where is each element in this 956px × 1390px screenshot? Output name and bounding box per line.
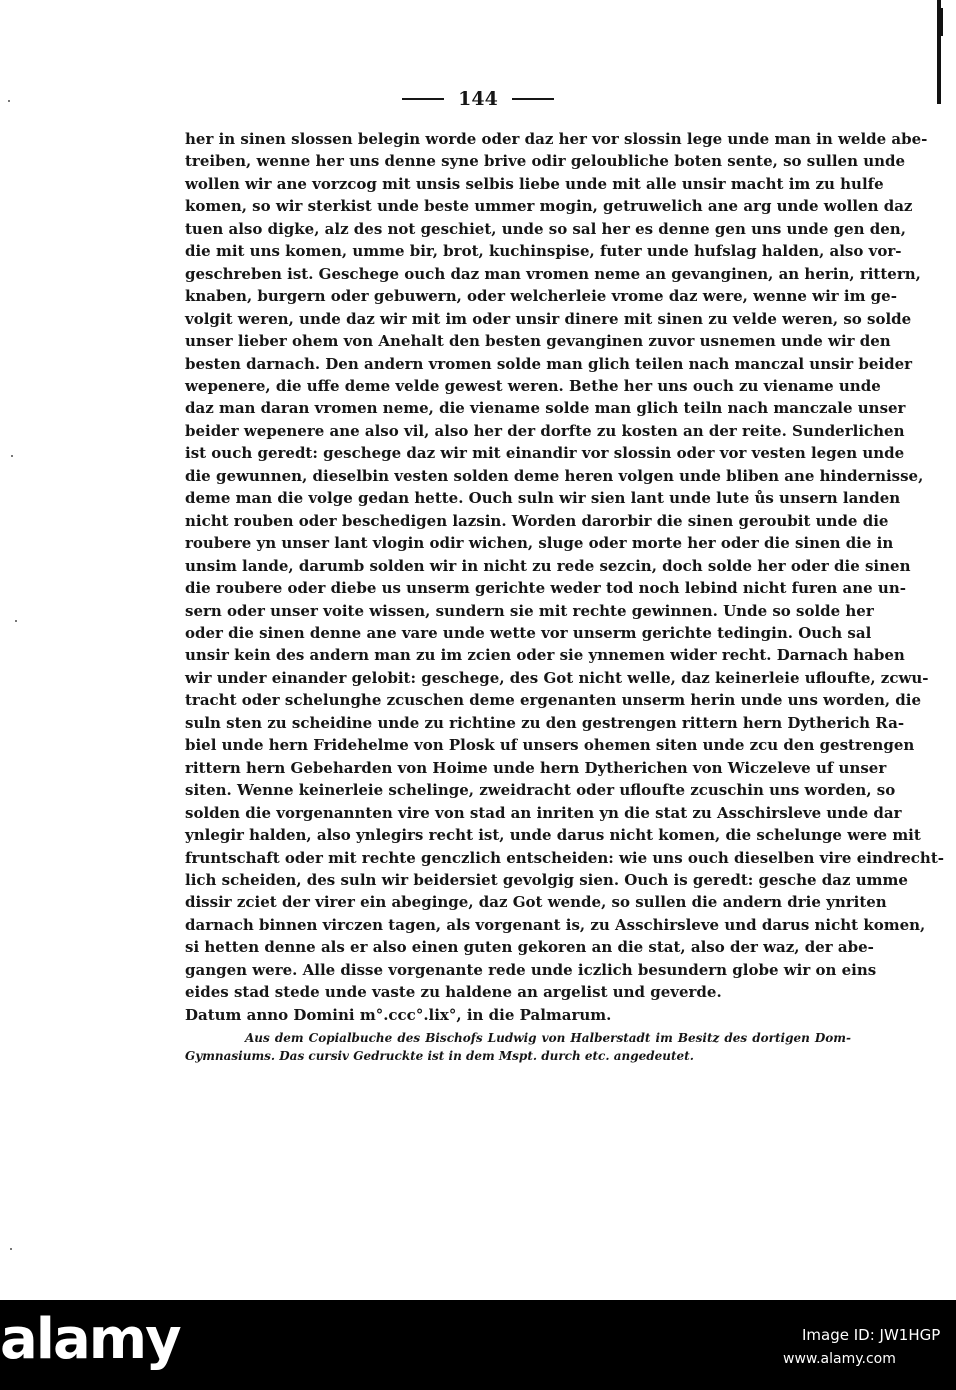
text-line: suln sten zu scheidine unde zu richtine zu den gestrengen rittern hern Dytherich Ra-	[185, 713, 905, 732]
text-line: rittern hern Gebeharden von Hoime unde hern Dytherichen von Wiczeleve uf unser	[185, 758, 887, 777]
text-line: dissir zciet der virer ein abeginge, daz Got wende, so sullen die andern drie ynriten	[185, 893, 887, 912]
scan-speck	[11, 455, 13, 457]
text-line: unser lieber ohem von Anehalt den besten gevanginen zuvor usnemen unde wir den	[185, 332, 891, 351]
source-footnote	[185, 1029, 851, 1065]
text-line: volgit weren, unde daz wir mit im oder unsir dinere mit sinen zu velde weren, so solde	[185, 309, 912, 328]
text-line: gangen were. Alle disse vorgenante rede unde iczlich besundern globe wir on eins	[185, 960, 877, 979]
text-line: knaben, burgern oder gebuwern, oder welcherleie vrome daz were, wenne wir im ge-	[185, 287, 897, 306]
text-line: fruntschaft oder mit rechte genczlich entscheiden: wie uns ouch dieselben vire eindrecht-	[185, 848, 944, 867]
text-line: deme man die volge gedan hette. Ouch suln wir sien lant unde lute ůs unsern landen	[185, 489, 901, 508]
text-line: eides stad stede unde vaste zu haldene an argelist und geverde.	[185, 983, 722, 1002]
text-line: lich scheiden, des suln wir beidersiet gevolgig sien. Ouch is geredt: gesche daz umme	[185, 870, 908, 889]
text-line: die mit uns komen, umme bir, brot, kuchinspise, futer unde hufslag halden, also vor-	[185, 242, 902, 261]
text-line: beider wepenere ane also vil, also her der dorfte zu kosten an der reite. Sunderlichen	[185, 421, 905, 440]
image-id-label: Image ID: JW1HGP	[802, 1326, 941, 1344]
page-number-right-rule	[512, 98, 554, 100]
text-line: besten darnach. Den andern vromen solde man glich teilen nach manczal unsir beider	[185, 354, 913, 373]
text-line: ynlegir halden, also ynlegirs recht ist, unde darus nicht komen, die schelunge were mit	[185, 826, 921, 845]
scan-speck	[15, 620, 17, 622]
text-line: tuen also digke, alz des not geschiet, unde so sal her es denne gen uns unde gen den,	[185, 219, 906, 238]
dating-line: Datum anno Domini m°.ccc°.lix°, in die Palmarum.	[185, 1005, 612, 1024]
scan-speck	[8, 100, 10, 102]
scan-speck	[10, 1248, 12, 1250]
footnote-line: Gymnasiums. Das cursiv Gedruckte ist in dem Mspt. durch etc. angedeutet.	[185, 1049, 694, 1063]
page-number-row	[0, 86, 956, 112]
text-line: si hetten denne als er also einen guten gekoren an die stat, also der waz, der abe-	[185, 938, 874, 957]
text-line: oder die sinen denne ane vare unde wette vor unserm gerichte tedingin. Ouch sal	[185, 623, 872, 642]
page-number: 144	[458, 88, 498, 110]
text-line: ist ouch geredt: geschege daz wir mit einandir vor slossin oder vor vesten legen unde	[185, 444, 905, 463]
page-number-left-rule	[402, 98, 444, 100]
text-line: wir under einander gelobit: geschege, des Got nicht welle, daz keinerleie ufloufte, zcwu-	[185, 668, 929, 687]
text-line: wepenere, die uffe deme velde gewest weren. Bethe her uns ouch zu viename unde	[185, 376, 881, 395]
text-line: komen, so wir sterkist unde beste ummer mogin, getruwelich ane arg unde wollen daz	[185, 197, 913, 216]
text-line: wollen wir ane vorzcog mit unsis selbis liebe unde mit alle unsir macht im zu hulfe	[185, 174, 884, 193]
document-body-text	[185, 128, 944, 1026]
text-line: unsim lande, darumb solden wir in nicht zu rede sezcin, doch solde her oder die sinen	[185, 556, 911, 575]
site-url-label: www.alamy.com	[783, 1351, 896, 1367]
text-line: siten. Wenne keinerleie schelinge, zweidracht oder ufloufte zcuschin uns worden, so	[185, 781, 896, 800]
text-line: tracht oder schelunghe zcuschen deme ergenanten unserm herin unde uns worden, die	[185, 691, 922, 710]
text-line: geschreben ist. Geschege ouch daz man vromen neme an gevanginen, an herin, rittern,	[185, 264, 921, 283]
scan-edge-mark-secondary	[941, 8, 943, 36]
text-line: unsir kein des andern man zu im zcien oder sie ynnemen wider recht. Darnach haben	[185, 646, 905, 665]
text-line: treiben, wenne her uns denne syne brive odir geloubliche boten sente, so sullen unde	[185, 152, 906, 171]
text-line: sern oder unser voite wissen, sundern sie mit rechte gewinnen. Unde so solde her	[185, 601, 874, 620]
text-line: daz man daran vromen neme, die viename solde man glich teiln nach manczale unser	[185, 399, 906, 418]
text-line: roubere yn unser lant vlogin odir wichen, sluge oder morte her oder die sinen die in	[185, 534, 894, 553]
text-line: biel unde hern Fridehelme von Plosk uf unsers ohemen siten unde zcu den gestrengen	[185, 736, 915, 755]
alamy-logo: alamy	[0, 1307, 180, 1372]
text-line: solden die vorgenannten vire von stad an inriten yn die stat zu Asschirsleve unde dar	[185, 803, 902, 822]
text-line: nicht rouben oder beschedigen lazsin. Worden darorbir die sinen geroubit unde die	[185, 511, 889, 530]
footnote-line: Aus dem Copialbuche des Bischofs Ludwig von Halberstadt im Besitz des dortigen Dom-	[245, 1031, 851, 1045]
text-line: darnach binnen virczen tagen, als vorgenant is, zu Asschirsleve und darus nicht komen,	[185, 915, 926, 934]
text-line: die gewunnen, dieselbin vesten solden deme heren volgen unde bliben ane hindernisse,	[185, 466, 924, 485]
text-line: die roubere oder diebe us unserm gerichte weder tod noch lebind nicht furen ane un-	[185, 579, 906, 598]
text-line: her in sinen slossen belegin worde oder daz her vor slossin lege unde man in welde abe-	[185, 130, 928, 148]
